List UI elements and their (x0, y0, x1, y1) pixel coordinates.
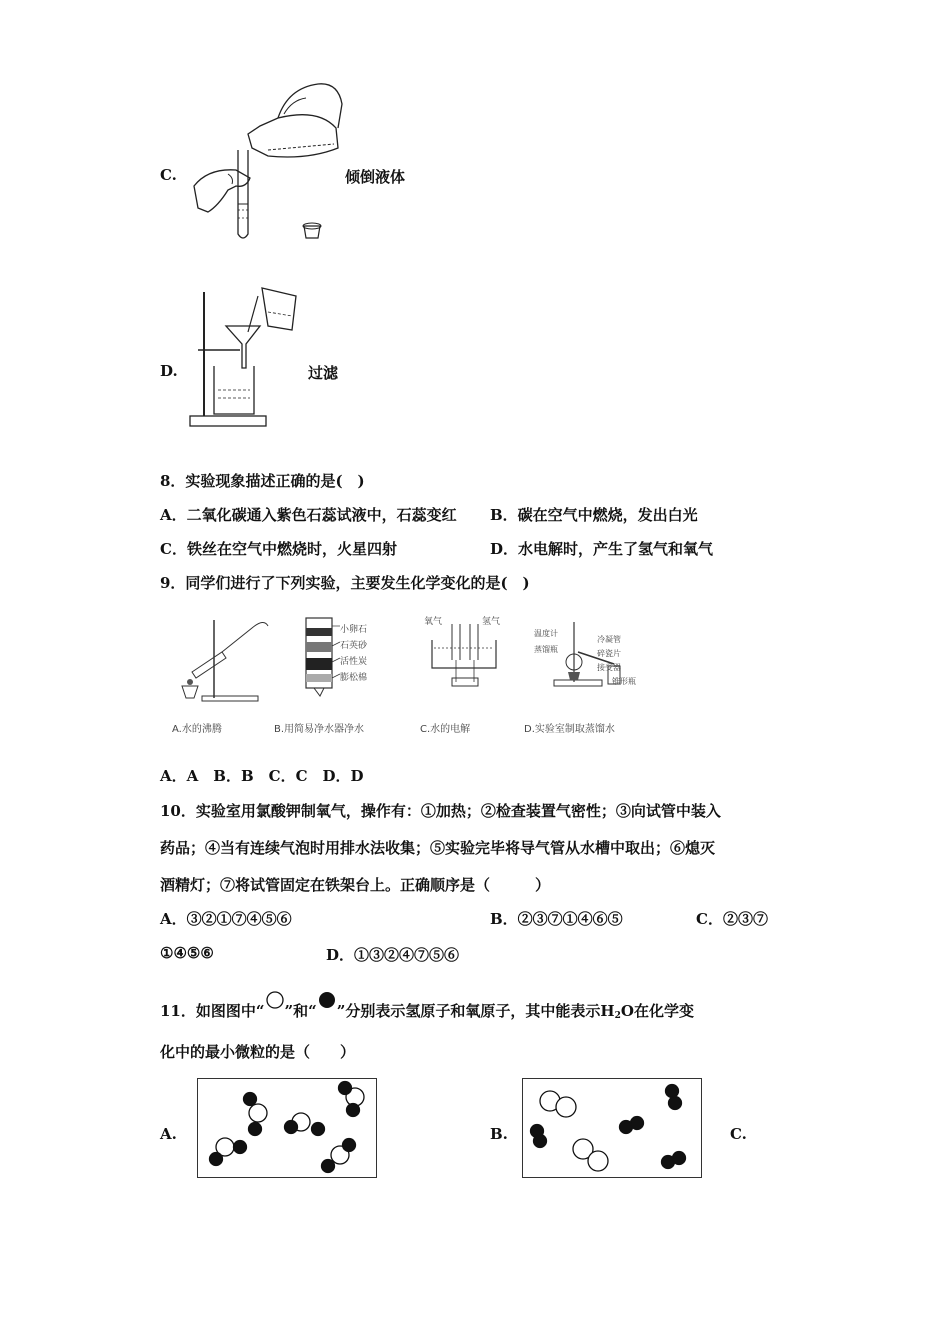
hydrogen-atom-icon (265, 992, 285, 1012)
water-molecules-figure (198, 1079, 376, 1177)
q9-caption-a: A.水的沸腾 (172, 724, 222, 735)
q10-option-c: C．②③⑦ (696, 910, 768, 928)
q11-stem-end: 在化学变 (633, 1002, 694, 1020)
distillation-part-label: 温度计 (534, 629, 558, 638)
boiling-water-figure (172, 612, 272, 704)
pouring-liquid-figure (188, 78, 348, 248)
q8-stem: 8．实验现象描述正确的是( ) (160, 472, 365, 490)
q11-stem-suffix: ”分别表示氢原子和氧原子，其中能表示 (336, 1002, 601, 1020)
purifier-layer-label: 小卵石 (340, 625, 368, 635)
q9-caption-b: B.用简易净水器净水 (274, 724, 365, 735)
q11-stem (160, 992, 694, 1021)
q8-option-a: A．二氧化碳通入紫色石蕊试液中，石蕊变红 (160, 506, 457, 524)
distillation-part-label: 碎瓷片 (597, 649, 621, 658)
q9-caption-d: D.实验室制取蒸馏水 (524, 724, 615, 735)
q11-option-a-label: A. (160, 1125, 177, 1143)
option-c-caption: 倾倒液体 (345, 168, 406, 186)
q10-stem-line1: 10．实验室用氯酸钾制氧气，操作有：①加热；②检查装置气密性；③向试管中装入 (160, 802, 721, 820)
q11-option-b-label: B. (490, 1125, 508, 1143)
option-c-label: C. (160, 166, 177, 184)
purifier-layer-label: 膨松棉 (340, 673, 368, 683)
q11-option-b-box (522, 1078, 702, 1178)
q11-option-a-box (197, 1078, 377, 1178)
option-d-caption: 过滤 (308, 364, 339, 382)
q10-stem-line2: 药品；④当有连续气泡时用排水法收集；⑤实验完毕将导气管从水槽中取出；⑥熄灭 (160, 839, 716, 857)
q10-option-b: B．②③⑦①④⑥⑤ (490, 910, 623, 928)
q8-option-c: C．铁丝在空气中燃烧时，火星四射 (160, 540, 397, 558)
q10-option-d: D．①③②④⑦⑤⑥ (326, 946, 460, 964)
q9-stem: 9．同学们进行了下列实验，主要发生化学变化的是( ) (160, 574, 530, 592)
q8-option-d: D．水电解时，产生了氢气和氧气 (490, 540, 714, 558)
distillation-part-label: 冷凝管 (597, 635, 621, 644)
h2-o2-molecules-figure (523, 1079, 701, 1177)
filtration-figure (188, 282, 308, 432)
q10-stem-line3: 酒精灯；⑦将试管固定在铁架台上。正确顺序是（ ） (160, 876, 551, 894)
q11-stem-mid: ”和“ (284, 1002, 317, 1020)
purifier-layer-label: 石英砂 (340, 641, 368, 651)
q10-option-a: A．③②①⑦④⑤⑥ (160, 910, 292, 928)
purifier-layer-label: 活性炭 (340, 657, 368, 667)
option-d-label: D. (160, 362, 178, 380)
electrolysis-gas-label: 氧气 (424, 617, 443, 627)
distillation-part-label: 蒸馏瓶 (534, 645, 558, 654)
q11-option-c-label: C. (730, 1125, 747, 1143)
q9-answers: A．A B．B C．C D．D (160, 767, 364, 785)
q8-option-b: B．碳在空气中燃烧，发出白光 (490, 506, 698, 524)
h2o-formula: $H_2O$ (600, 1002, 634, 1021)
q11-stem-prefix: 11．如图图中“ (160, 1002, 265, 1020)
oxygen-atom-icon (317, 992, 337, 1012)
electrolysis-gas-label: 氢气 (482, 617, 501, 627)
distillation-part-label: 接受器 (597, 663, 621, 672)
distillation-part-label: 锥形瓶 (612, 677, 636, 686)
q10-option-c-continued: ①④⑤⑥ (160, 944, 214, 962)
q11-stem-line2: 化中的最小微粒的是（ ） (160, 1043, 356, 1061)
electrolysis-figure (428, 620, 504, 692)
q9-caption-c: C.水的电解 (420, 724, 471, 735)
